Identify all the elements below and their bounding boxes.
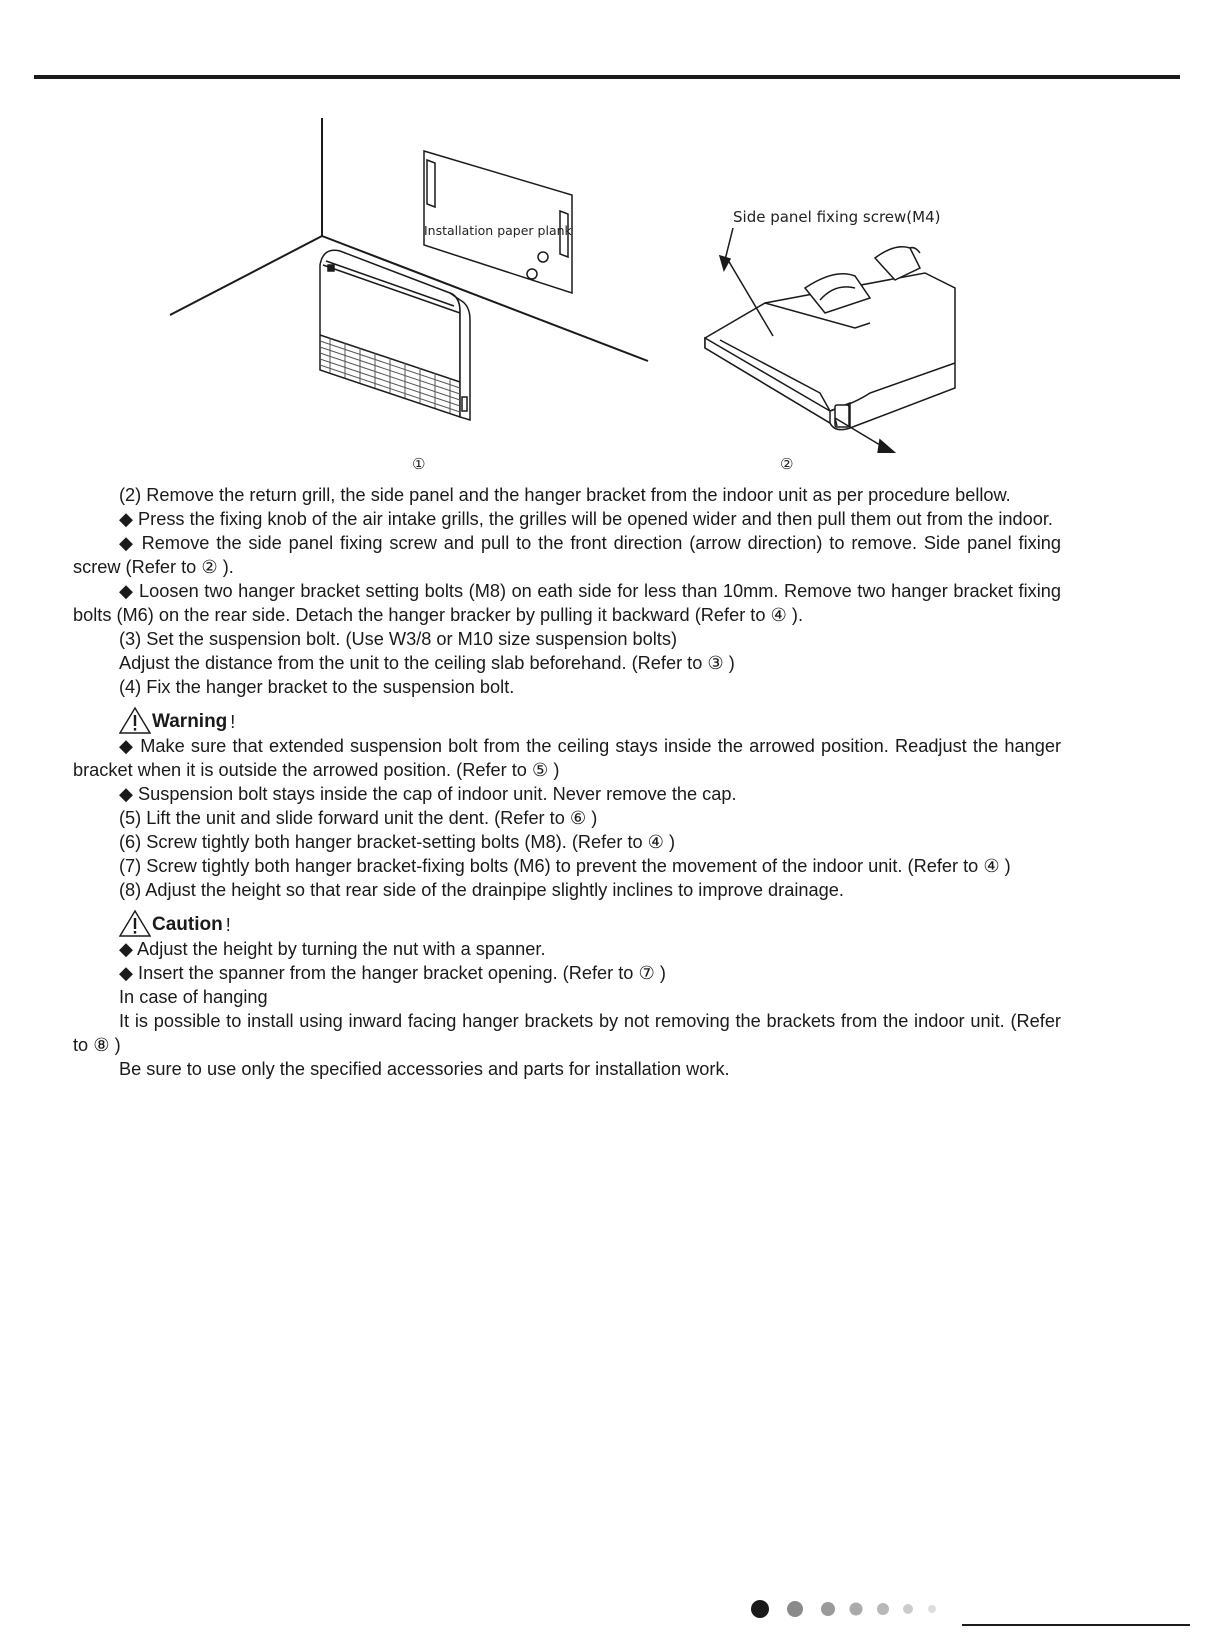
direction-arrow (835, 418, 895, 453)
footer-dots (750, 1597, 950, 1621)
warning-title: Warning (152, 711, 228, 732)
instructions (73, 483, 1061, 1081)
accessories-note: Be sure to use only the specified accessories and parts for installation work. (119, 1059, 730, 1079)
step-3-note: Adjust the distance from the unit to the ceiling slab beforehand. (Refer to ③ ) (119, 653, 735, 673)
screw-label: Side panel fixing screw(M4) (733, 208, 941, 226)
step-6: (6) Screw tightly both hanger bracket-setting bolts (M8). (Refer to ④ ) (119, 832, 676, 852)
figure-2-side-panel-diagram (695, 228, 965, 453)
warning-item-1: ◆ Make sure that extended suspension bolt from the ceiling stays inside the arrowed position. Readjust the hanger bracket when it is outside the arrowed position. (Refer to ⑤ ) (73, 736, 1061, 780)
step-5: (5) Lift the unit and slide forward unit the dent. (Refer to ⑥ ) (119, 808, 598, 828)
footer-dot (821, 1602, 835, 1616)
bullet-2: ◆ Remove the side panel fixing screw and pull to the front direction (arrow direction) to remove. Side panel fixing screw (Refer to ② ). (73, 533, 1061, 577)
plank-label: Installation paper plank (424, 223, 572, 238)
hanging-text: It is possible to install using inward facing hanger brackets by not removing the brackets from the indoor unit. (Refer to ⑧ ) (73, 1011, 1061, 1055)
installation-paper-plank (424, 151, 572, 293)
figure-2-number: ② (780, 455, 794, 473)
footer-dot (928, 1605, 936, 1613)
bottom-rule (962, 1624, 1190, 1626)
floor-left-line (170, 236, 322, 315)
figure-1-number: ① (412, 455, 426, 473)
step-4: (4) Fix the hanger bracket to the suspension bolt. (119, 677, 515, 697)
step-2: (2) Remove the return grill, the side panel and the hanger bracket from the indoor unit as per procedure bellow. (119, 485, 1011, 505)
top-rule (34, 75, 1180, 79)
footer-dot (751, 1600, 769, 1618)
step-8: (8) Adjust the height so that rear side of the drainpipe slightly inclines to improve drainage. (119, 880, 844, 900)
indoor-unit (320, 250, 470, 420)
footer-dot (787, 1601, 803, 1617)
caution-item-1: ◆ Adjust the height by turning the nut with a spanner. (119, 939, 546, 959)
bullet-3: ◆ Loosen two hanger bracket setting bolts (M8) on eath side for less than 10mm. Remove two hanger bracket fixing bolts (M6) on the rear side. Detach the hanger bracker by pulling it backward (Refer to ④ ). (73, 581, 1061, 625)
warning-item-2: ◆ Suspension bolt stays inside the cap of indoor unit. Never remove the cap. (119, 784, 737, 804)
step-7: (7) Screw tightly both hanger bracket-fixing bolts (M6) to prevent the movement of the indoor unit. (Refer to ④ ) (119, 856, 1011, 876)
bullet-1: ◆ Press the fixing knob of the air intake grills, the grilles will be opened wider and then pull them out from the indoor. (119, 509, 1053, 529)
warning-bang: ! (230, 712, 236, 732)
caution-heading (119, 907, 1061, 937)
caution-title: Caution (152, 914, 223, 935)
step-3: (3) Set the suspension bolt. (Use W3/8 or M10 size suspension bolts) (119, 629, 678, 649)
caution-bang: ! (225, 915, 231, 935)
figure-1-installation-diagram (160, 115, 660, 445)
footer-dot (903, 1604, 913, 1614)
caution-icon (119, 909, 151, 937)
caution-item-2: ◆ Insert the spanner from the hanger bracket opening. (Refer to ⑦ ) (119, 963, 666, 983)
warning-icon (119, 706, 151, 734)
footer-dot (850, 1603, 863, 1616)
footer-dot (877, 1603, 889, 1615)
hanging-heading: In case of hanging (119, 987, 268, 1007)
warning-heading (119, 704, 1061, 734)
